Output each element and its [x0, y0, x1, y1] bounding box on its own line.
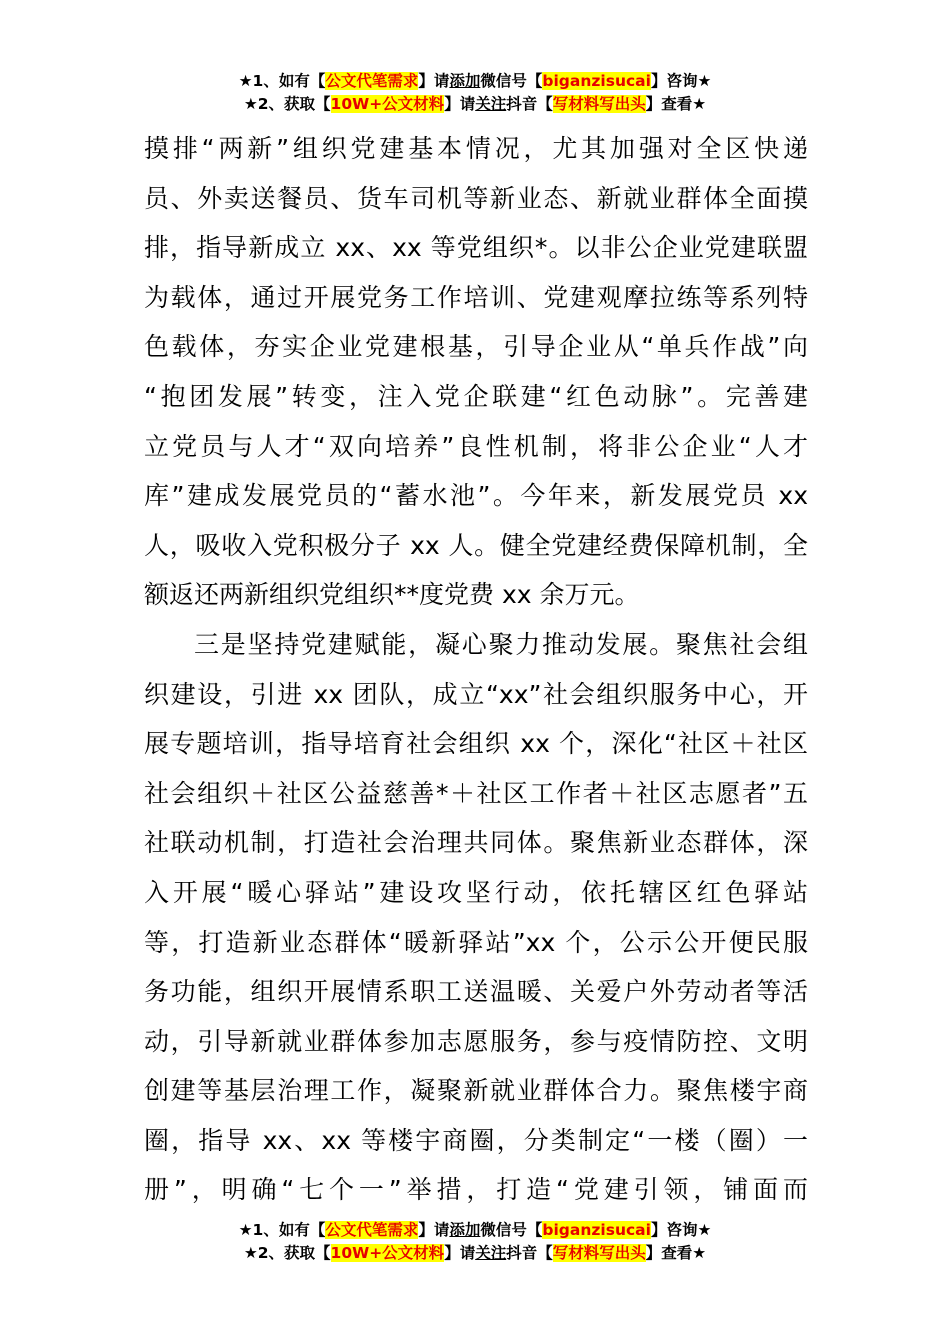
banner-line-2: ★2、获取【10W+公文材料】请关注抖音【写材料写出头】查看★ — [243, 95, 707, 113]
body-line: 色载体，夯实企业党建根基，引导企业从“单兵作战”向 — [144, 332, 808, 362]
body-line: 展专题培训，指导培育社会组织 xx 个，深化“社区＋社区 — [144, 729, 808, 759]
highlight-douyin-account: 写材料写出头 — [552, 95, 646, 113]
banner-line-2: ★2、获取【10W+公文材料】请关注抖音【写材料写出头】查看★ — [243, 1244, 707, 1262]
body-line: 摸排“两新”组织党建基本情况，尤其加强对全区快递 — [144, 134, 808, 163]
body-line: 等，打造新业态群体“暖新驿站”xx 个，公示公开便民服 — [144, 927, 808, 957]
highlight-materials: 10W+公文材料 — [330, 1244, 445, 1262]
body-line: 社联动机制，打造社会治理共同体。聚焦新业态群体，深 — [144, 828, 808, 858]
body-line: 额返还两新组织党组织**度党费 xx 余万元。 — [144, 580, 640, 610]
body-line: “抱团发展”转变，注入党企联建“红色动脉”。完善建 — [144, 381, 808, 411]
highlight-service: 公文代笔需求 — [325, 1221, 419, 1239]
body-line: 务功能，组织开展情系职工送温暖、关爱户外劳动者等活 — [144, 977, 808, 1007]
highlight-wechat-id: biganzisucai — [542, 72, 651, 90]
body-line: 动，引导新就业群体参加志愿服务，参与疫情防控、文明 — [144, 1026, 808, 1056]
body-line: 人，吸收入党积极分子 xx 人。健全党建经费保障机制，全 — [144, 530, 808, 560]
highlight-materials: 10W+公文材料 — [330, 95, 445, 113]
body-line: 员、外卖送餐员、货车司机等新业态、新就业群体全面摸 — [144, 183, 808, 213]
body-line: 册”，明确“七个一”举措，打造“党建引领，铺面而 — [144, 1175, 808, 1205]
body-line: 织建设，引进 xx 团队，成立“xx”社会组织服务中心，开 — [144, 679, 808, 709]
header-banner — [0, 70, 950, 116]
document-body — [144, 124, 808, 1215]
body-line: 库”建成发展党员的“蓄水池”。今年来，新发展党员 xx — [144, 481, 808, 511]
banner-line-1: ★1、如有【公文代笔需求】请添加微信号【biganzisucai】咨询★ — [238, 72, 712, 90]
paragraph-start-line: 三是坚持党建赋能，凝心聚力推动发展。聚焦社会组 — [194, 629, 808, 659]
body-line: 为载体，通过开展党务工作培训、党建观摩拉练等系列特 — [144, 282, 808, 312]
body-line: 入开展“暖心驿站”建设攻坚行动，依托辖区红色驿站 — [144, 877, 808, 907]
footer-banner — [0, 1219, 950, 1265]
body-line: 立党员与人才“双向培养”良性机制，将非公企业“人才 — [144, 431, 808, 461]
body-line: 社会组织＋社区公益慈善*＋社区工作者＋社区志愿者”五 — [144, 778, 808, 808]
body-line: 创建等基层治理工作，凝聚新就业群体合力。聚焦楼宇商 — [144, 1076, 808, 1106]
body-line: 排，指导新成立 xx、xx 等党组织*。以非公企业党建联盟 — [144, 233, 808, 263]
banner-line-1: ★1、如有【公文代笔需求】请添加微信号【biganzisucai】咨询★ — [238, 1221, 712, 1239]
highlight-service: 公文代笔需求 — [325, 72, 419, 90]
highlight-wechat-id: biganzisucai — [542, 1221, 651, 1239]
body-line: 圈，指导 xx、xx 等楼宇商圈，分类制定“一楼（圈）一 — [144, 1125, 808, 1155]
highlight-douyin-account: 写材料写出头 — [552, 1244, 646, 1262]
